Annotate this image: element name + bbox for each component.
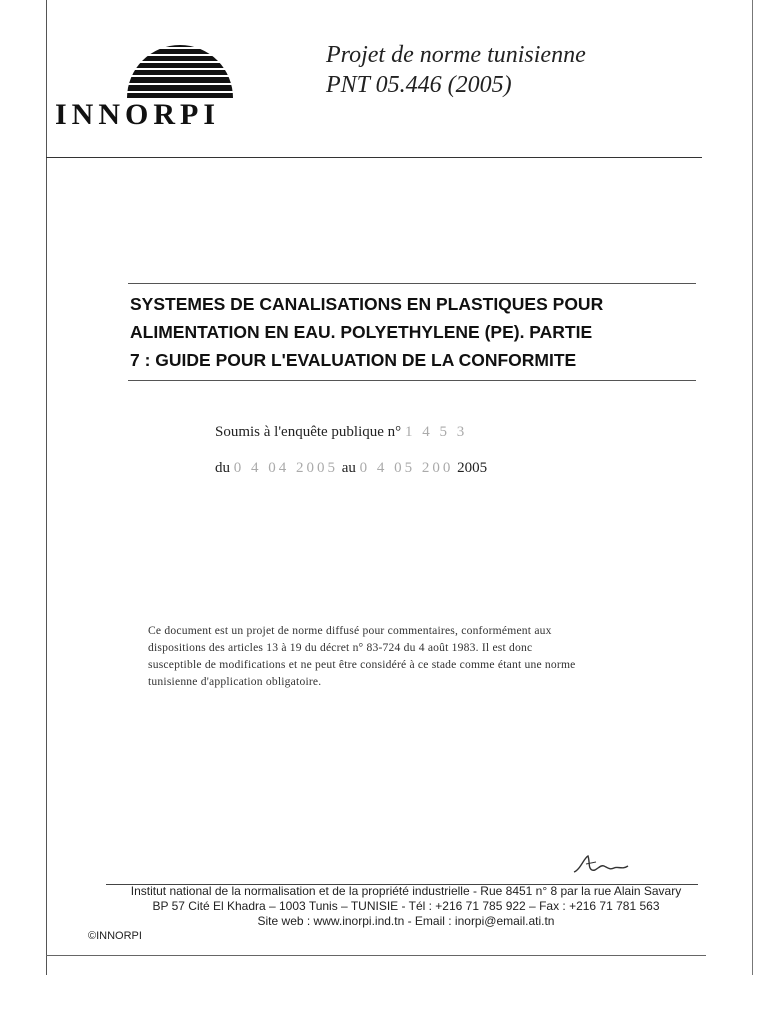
page-edge-left bbox=[46, 0, 47, 975]
title-rule-top bbox=[128, 283, 696, 284]
header-line-1: Projet de norme tunisienne bbox=[326, 42, 586, 68]
innorpi-logo bbox=[55, 42, 305, 132]
submission-to-stamp: 0 4 05 200 bbox=[359, 460, 454, 476]
submission-number-stamp: 1 4 5 3 bbox=[404, 424, 468, 440]
footer-address bbox=[96, 884, 716, 929]
draft-notice bbox=[148, 622, 648, 690]
footer-line-3: Site web : www.inorpi.ind.tn - Email : inorpi@email.ati.tn bbox=[257, 914, 555, 928]
logo-text: INNORPI bbox=[55, 98, 221, 131]
submission-number-row bbox=[215, 424, 487, 460]
notice-line-2: dispositions des articles 13 à 19 du décret n° 83-724 du 4 août 1983. Il est donc bbox=[148, 641, 533, 654]
submission-dates-row bbox=[215, 460, 487, 496]
title-line-3: 7 : GUIDE POUR L'EVALUATION DE LA CONFORMITE bbox=[130, 350, 577, 370]
page-bottom-line bbox=[46, 955, 706, 956]
footer-line-1: Institut national de la normalisation et de la propriété industrielle - Rue 8451 n° 8 par la rue Alain Savary bbox=[130, 884, 682, 898]
copyright: ©INNORPI bbox=[88, 930, 142, 942]
submission-from-stamp: 0 4 04 2005 bbox=[233, 460, 338, 476]
footer-line-2: BP 57 Cité El Khadra – 1003 Tunis – TUNISIE - Tél : +216 71 785 922 – Fax : +216 71 781 563 bbox=[152, 899, 660, 913]
submission-du: du bbox=[215, 460, 230, 476]
submission-block bbox=[215, 424, 487, 496]
standard-reference bbox=[326, 40, 586, 100]
submission-label: Soumis à l'enquête publique n° bbox=[215, 424, 402, 440]
title-line-1: SYSTEMES DE CANALISATIONS EN PLASTIQUES POUR bbox=[130, 294, 604, 314]
header-line-2: PNT 05.446 (2005) bbox=[326, 72, 512, 98]
notice-line-4: tunisienne d'application obligatoire. bbox=[148, 675, 322, 688]
page-edge-right bbox=[752, 0, 753, 975]
submission-au: au bbox=[341, 460, 356, 476]
notice-line-1: Ce document est un projet de norme diffusé pour commentaires, conformément aux bbox=[148, 624, 552, 637]
header-rule bbox=[46, 157, 702, 158]
submission-year: 2005 bbox=[457, 460, 488, 476]
title-line-2: ALIMENTATION EN EAU. POLYETHYLENE (PE). PARTIE bbox=[130, 322, 593, 342]
half-sun-icon bbox=[125, 42, 235, 98]
notice-line-3: susceptible de modifications et ne peut être considéré à ce stade comme étant une norme bbox=[148, 658, 576, 671]
handwritten-signature bbox=[566, 850, 636, 885]
document-title bbox=[130, 290, 700, 374]
title-rule-bottom bbox=[128, 380, 696, 381]
